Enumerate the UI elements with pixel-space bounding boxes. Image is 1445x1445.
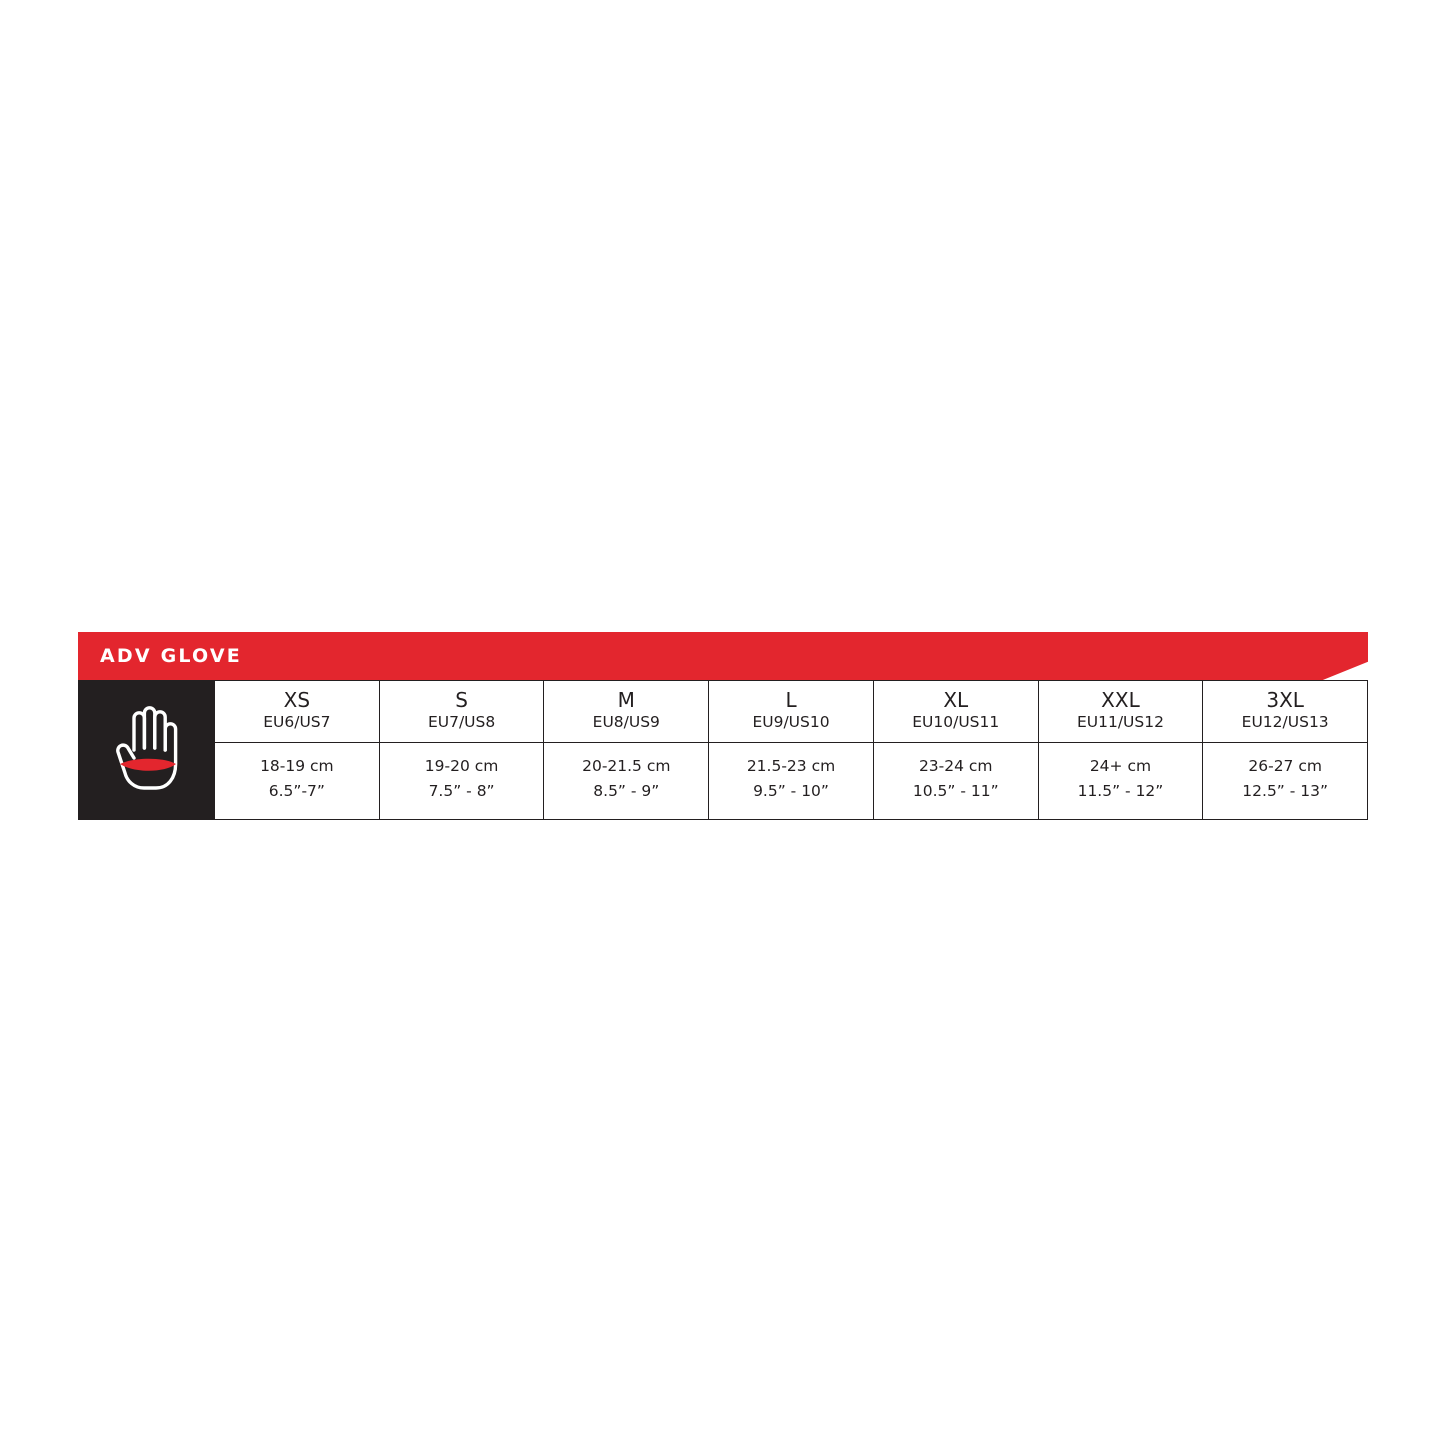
measure-inch: 10.5” - 11” <box>912 782 999 801</box>
size-measure-xs <box>215 743 379 819</box>
measure-cm: 20-21.5 cm <box>582 756 671 775</box>
measure-inch: 11.5” - 12” <box>1077 782 1164 801</box>
page-title: ADV GLOVE <box>100 645 242 667</box>
size-header-s <box>380 681 544 743</box>
size-measure-xl <box>874 743 1038 819</box>
hand-measure-icon <box>78 680 214 820</box>
size-label: 3XL <box>1266 688 1304 712</box>
measure-inch: 6.5”-7” <box>268 782 325 801</box>
size-measure-m <box>544 743 708 819</box>
measure-cm: 18-19 cm <box>260 756 334 775</box>
measure-cm: 21.5-23 cm <box>746 756 836 775</box>
size-column-3xl <box>1202 681 1367 819</box>
measure-inch: 8.5” - 9” <box>593 782 660 801</box>
banner-shape <box>78 632 1368 680</box>
size-standard: EU9/US10 <box>752 713 830 731</box>
size-column-s <box>379 681 544 819</box>
size-table <box>78 680 1368 820</box>
size-standard: EU10/US11 <box>912 713 1000 731</box>
measure-cm: 19-20 cm <box>424 756 499 775</box>
size-label: L <box>785 688 797 712</box>
size-measure-xxl <box>1039 743 1203 819</box>
size-header-xxl <box>1039 681 1203 743</box>
size-standard: EU8/US9 <box>592 713 660 731</box>
size-header-l <box>709 681 873 743</box>
size-measure-s <box>380 743 544 819</box>
size-column-l <box>708 681 873 819</box>
measure-cm: 24+ cm <box>1089 756 1152 775</box>
size-header-m <box>544 681 708 743</box>
size-standard: EU12/US13 <box>1241 713 1329 731</box>
size-label: XXL <box>1101 688 1140 712</box>
size-column-m <box>543 681 708 819</box>
size-grid <box>214 680 1368 820</box>
size-standard: EU6/US7 <box>263 713 331 731</box>
size-label: S <box>455 688 468 712</box>
glove-size-chart <box>78 632 1368 820</box>
size-label: XS <box>283 688 311 712</box>
size-header-xl <box>874 681 1038 743</box>
size-label: XL <box>943 688 969 712</box>
measure-inch: 9.5” - 10” <box>753 782 829 801</box>
chart-title-banner <box>78 632 1368 680</box>
size-header-3xl <box>1203 681 1367 743</box>
size-standard: EU7/US8 <box>427 713 496 731</box>
measure-inch: 12.5” - 13” <box>1242 782 1329 801</box>
size-measure-l <box>709 743 873 819</box>
measure-cm: 23-24 cm <box>918 756 993 775</box>
measure-cm: 26-27 cm <box>1248 756 1322 775</box>
size-measure-3xl <box>1203 743 1367 819</box>
size-label: M <box>617 688 635 712</box>
size-column-xl <box>873 681 1038 819</box>
size-standard: EU11/US12 <box>1076 713 1164 731</box>
size-column-xs <box>214 681 379 819</box>
size-column-xxl <box>1038 681 1203 819</box>
measure-inch: 7.5” - 8” <box>428 782 495 801</box>
size-header-xs <box>215 681 379 743</box>
